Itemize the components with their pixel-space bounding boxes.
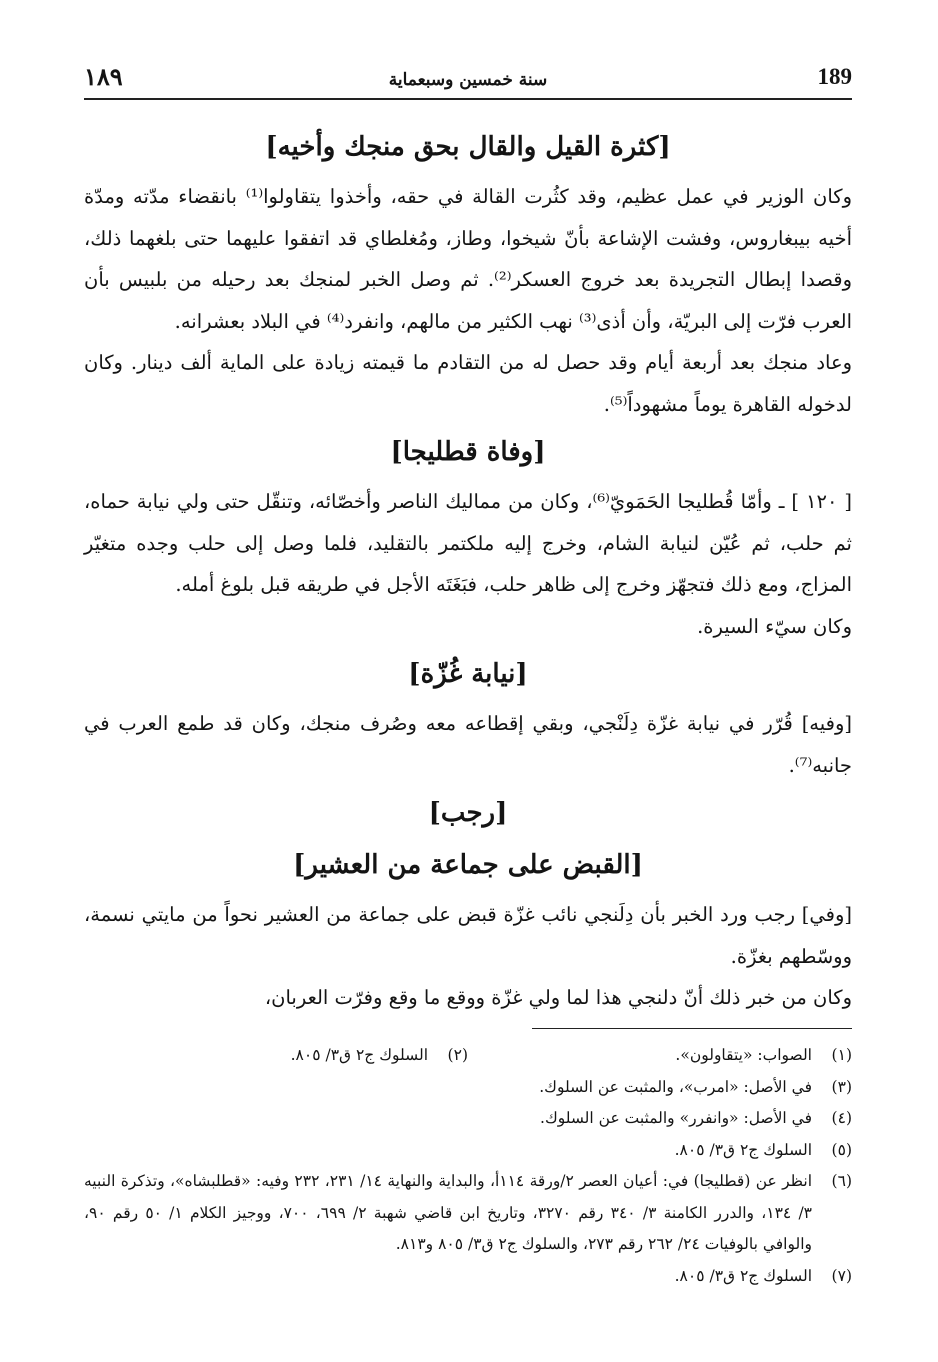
section-heading: [وفاة قطليجا] <box>390 437 546 467</box>
footnote-row <box>84 1040 852 1072</box>
footnote <box>84 1135 852 1167</box>
footnote-number: (٤) <box>831 1109 852 1127</box>
footnote <box>468 1040 852 1072</box>
page-number-latin: 189 <box>817 64 852 89</box>
paragraph: [وفيه] قُرّر في نيابة غزّة دِلَنْجي، وبقي إقطاعه معه وصُرف منجك، وكان قد طمع العرب في جانبه⁽⁷⁾. <box>84 712 852 777</box>
footnote-text: في الأصل: «امرب»، والمثبت عن السلوك. <box>539 1077 812 1096</box>
footnote-text: في الأصل: «وانفرر» والمثبت عن السلوك. <box>540 1109 812 1127</box>
footnote-number: (٢) <box>447 1046 468 1064</box>
footnote <box>84 1166 852 1261</box>
paragraph: وعاد منجك بعد أربعة أيام وقد حصل له من التقادم ما قيمته زيادة على الماية ألف دينار. وكان لدخوله القاهرة يوماً مشهوداً⁽⁵⁾. <box>84 351 852 416</box>
paragraph: وكان من خبر ذلك أنّ دلنجي هذا لما ولي غزّة ووقع ما وقع وفرّت العربان، <box>264 986 852 1009</box>
month-heading: [رجب] <box>428 798 508 828</box>
footnote-number: (٦) <box>831 1172 852 1190</box>
running-title: سنة خمسين وسبعماية <box>388 70 548 90</box>
footnotes <box>84 1040 852 1292</box>
footnote <box>84 1072 852 1104</box>
page-header <box>84 58 852 100</box>
section-heading: [نيابة غُزّة] <box>408 659 528 689</box>
paragraph: [ ١٢٠ ] ـ وأمّا قُطليجا الحَمَويّ⁽⁶⁾، وكان من مماليك الناصر وأخصّائه، وتنقّل حتى ولي نيابة حماه، ثم حلب، ثم عُيّن لنيابة الشام، وخرج إليه ملكتمر بالتقليد، فلما وصل إلى حلب وجده متغيّر المزاج، ومع ذلك فتجهّز وخرج إلى ظاهر حلب، فبَغَتَه الأجل في طريقه قبل بلوغ أمله. <box>84 490 852 596</box>
footnote-number: (٧) <box>831 1266 852 1285</box>
footnote <box>84 1040 468 1072</box>
footnote-text: الصواب: «يتقاولون». <box>675 1046 812 1064</box>
footnote-number: (٥) <box>831 1140 852 1159</box>
footnote <box>84 1261 852 1293</box>
section-heading: [كثرة القيل والقال بحق منجك وأخيه] <box>265 132 671 162</box>
paragraph: وكان الوزير في عمل عظيم، وقد كثُرت القالة في حقه، وأخذوا يتقاولوا⁽¹⁾ بانقضاء مدّته ومدّة أخيه بيبغاروس، وفشت الإشاعة بأنّ شيخوا، وطاز، ومُغلطاي قد اتفقوا عليهما حتى بلغهما ذلك، وقصدا إبطال التجريدة بعد خروج العسكر⁽²⁾. ثم وصل الخبر لمنجك بعد رحيله من بلبيس بأن العرب فرّت إلى البريّة، وأن أذى⁽³⁾ نهب الكثير من مالهم، وانفرد⁽⁴⁾ في البلاد بعشرانه. <box>84 185 852 333</box>
page-body <box>84 120 852 1019</box>
footnote-divider <box>532 1028 852 1029</box>
footnote-number: (٣) <box>831 1077 852 1096</box>
paragraph: وكان سيّء السيرة. <box>697 614 852 638</box>
paragraph: [وفي] رجب ورد الخبر بأن دِلَنجي نائب غزّة قبض على جماعة من العشير نحواً من مايتي نسمة، ووسّطهم بغزّة. <box>84 903 852 968</box>
footnote-text: انظر عن (قطليجا) في: أعيان العصر ٢/ورقة ١١٤أ، والبداية والنهاية ١٤/ ٢٣١، ٢٣٢ وفيه: «قطلبشاه»، وتذكرة النبيه ٣/ ١٣٤، والدرر الكامنة ٣/ ٣٤٠ رقم ٣٢٧٠، وتاريخ ابن قاضي شهبة ٢/ ٦٩٩، ٧٠٠، ووجيز الكلام ١/ ٥٠ رقم ٩٠، والوافي بالوفيات ٢٤/ ٢٦٢ رقم ٢٧٣، والسلوك ج٢ ق٣/ ٨٠٥ و٨١٣. <box>84 1172 813 1253</box>
footnote-text: السلوك ج٢ ق٣/ ٨٠٥. <box>674 1140 812 1159</box>
section-heading: [القبض على جماعة من العشير] <box>293 850 643 880</box>
footnote <box>84 1103 852 1135</box>
footnote-text: السلوك ج٢ ق٣/ ٨٠٥. <box>674 1266 812 1285</box>
page-number-arabic: ١٨٩ <box>84 62 123 91</box>
footnote-text: السلوك ج٢ ق٣/ ٨٠٥. <box>290 1046 428 1064</box>
footnote-number: (١) <box>831 1046 852 1064</box>
